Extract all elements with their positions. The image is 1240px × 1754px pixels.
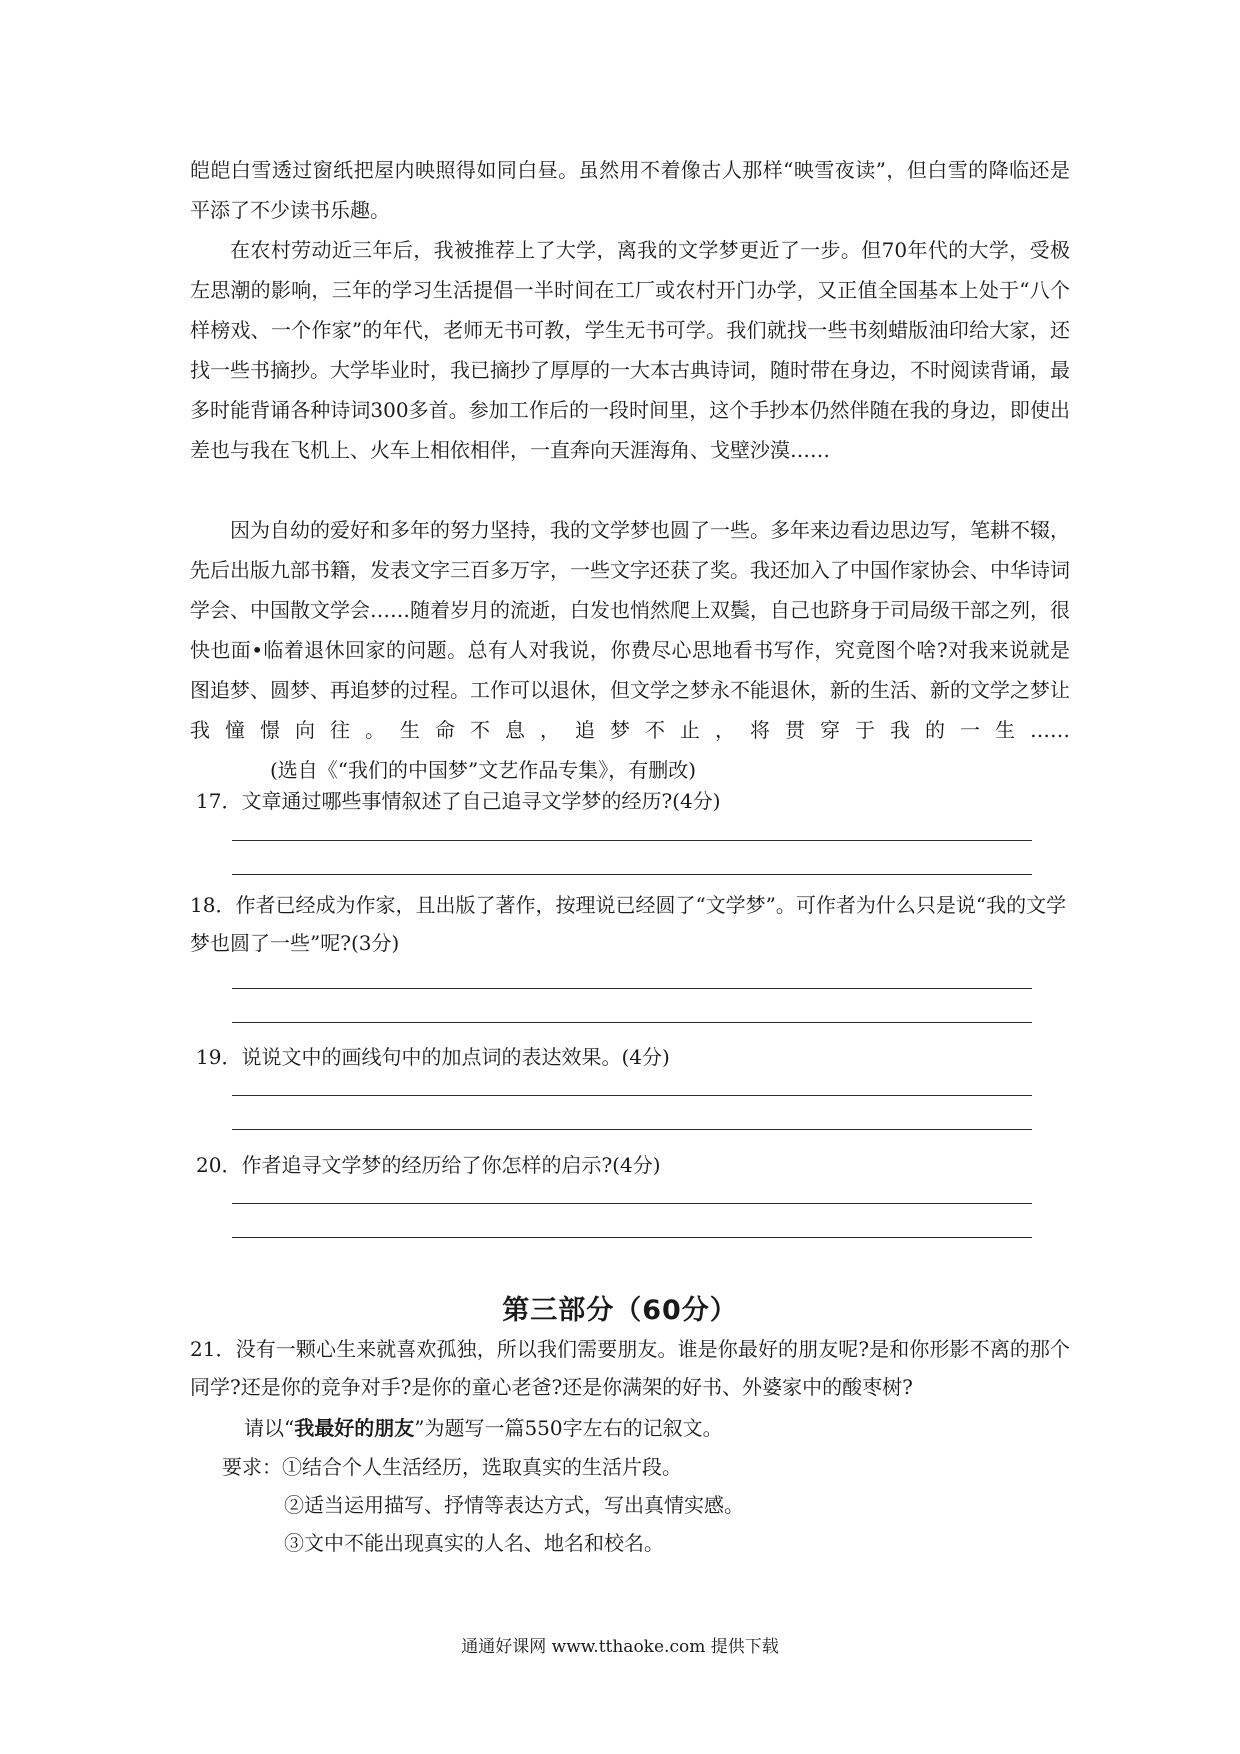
requirement-1-row (222, 1452, 682, 1482)
requirements-label: 要求： (222, 1455, 282, 1479)
question-21: 21．没有一颗心生来就喜欢孤独，所以我们需要朋友。谁是你最好的朋友呢?是和你形影不离的那个同学?还是你的竞争对手?是你的童心老爸?还是你满架的好书、外婆家中的酸枣树? (190, 1337, 1070, 1399)
passage-paragraph-2: 在农村劳动近三年后，我被推荐上了大学，离我的文学梦更近了一步。但70年代的大学，受极左思潮的影响，三年的学习生活提倡一半时间在工厂或农村开门办学，又正值全国基本上处于“八个样榜戏、一个作家”的年代，老师无书可教，学生无书可学。我们就找一些书刻蜡版油印给大家，还找一些书摘抄。大学毕业时，我已摘抄了厚厚的一大本古典诗词，随时带在身边，不时阅读背诵，最多时能背诵各种诗词300多首。参加工作后的一段时间里，这个手抄本仍然伴随在我的身边，即使出差也与我在飞机上、火车上相依相伴，一直奔向天涯海角、戈壁沙漠…… (190, 238, 1070, 462)
section-title-part-3: 第三部分（60分） (502, 1295, 738, 1326)
answer-line[interactable] (232, 1129, 1032, 1130)
answer-line[interactable] (232, 874, 1032, 875)
answer-line[interactable] (232, 1095, 1032, 1096)
question-18: 18．作者已经成为作家，且出版了著作，按理说已经圆了“文学梦”。可作者为什么只是说“我的文学梦也圆了一些”呢?(3分) (190, 893, 1067, 955)
answer-line[interactable] (232, 988, 1032, 989)
requirement-3: ③文中不能出现真实的人名、地名和校名。 (284, 1531, 664, 1555)
requirement-2: ②适当运用描写、抒情等表达方式，写出真情实感。 (284, 1493, 744, 1517)
answer-line[interactable] (232, 1203, 1032, 1204)
question-20: 20．作者追寻文学梦的经历给了你怎样的启示?(4分) (196, 1153, 661, 1177)
passage-source: (选自《“我们的中国梦”文艺作品专集》，有删改) (270, 758, 697, 782)
essay-prompt-after: ”为题写一篇550字左右的记叙文。 (414, 1416, 723, 1440)
requirement-1: ①结合个人生活经历，选取真实的生活片段。 (282, 1455, 682, 1479)
essay-title: 我最好的朋友 (294, 1416, 415, 1440)
question-19: 19．说说文中的画线句中的加点词的表达效果。(4分) (196, 1045, 670, 1069)
question-17: 17．文章通过哪些事情叙述了自己追寻文学梦的经历?(4分) (196, 789, 721, 813)
passage-paragraph-3 (190, 510, 1070, 790)
answer-line[interactable] (232, 1022, 1032, 1023)
page-footer: 通通好课网 www.tthaoke.com 提供下载 (461, 1637, 779, 1657)
answer-line[interactable] (232, 840, 1032, 841)
essay-prompt (244, 1413, 723, 1443)
passage-paragraph-3-text: 因为自幼的爱好和多年的努力坚持，我的文学梦也圆了一些。多年来边看边思边写，笔耕不辍，先后出版九部书籍，发表文字三百多万字，一些文字还获了奖。我还加入了中国作家协会、中华诗词学会、中国散文学会……随着岁月的流逝，白发也悄然爬上双鬓，自己也跻身于司局级干部之列，很快也面•临着退休回家的问题。总有人对我说，你费尽心思地看书写作，究竟图个啥?对我来说就是图追梦、圆梦、再追梦的过程。工作可以退休，但文学之梦永不能退休，新的生活、新的文学之梦让我憧憬向往。生命不息，追梦不止，将贯穿于我的一生…… (190, 518, 1070, 742)
passage-paragraph-1: 皑皑白雪透过窗纸把屋内映照得如同白昼。虽然用不着像古人那样“映雪夜读”，但白雪的降临还是平添了不少读书乐趣。 (190, 158, 1070, 222)
answer-line[interactable] (232, 1237, 1032, 1238)
essay-prompt-before: 请以“ (244, 1416, 295, 1440)
